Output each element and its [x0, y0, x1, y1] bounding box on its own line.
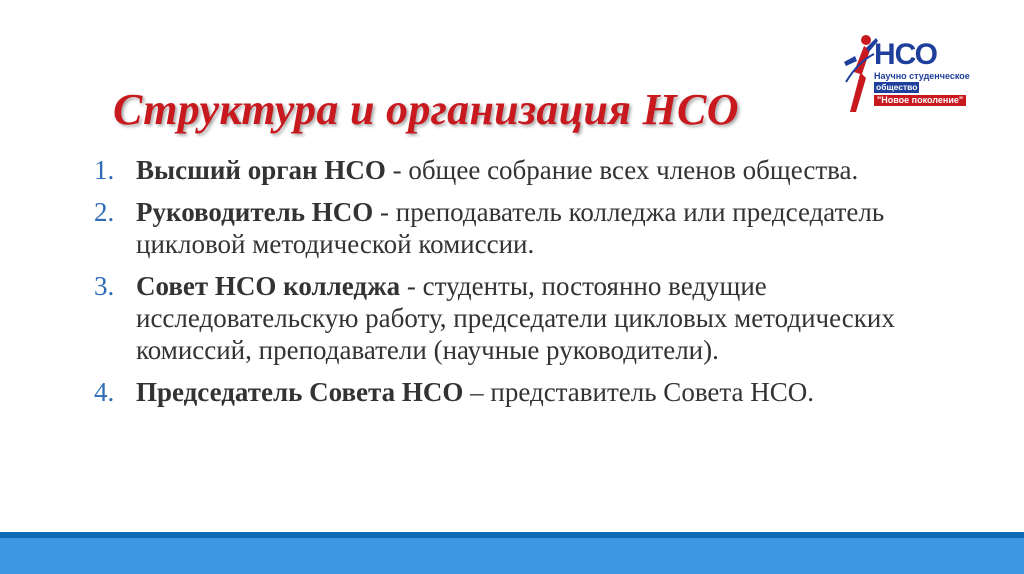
item-number: 1. — [94, 155, 115, 185]
footer-bar-light — [0, 538, 1024, 574]
slide-title: Структура и организация НСО — [113, 85, 739, 134]
item-number: 3. — [94, 271, 115, 301]
item-text: - преподаватель колледжа или председатель цикловой методической комиссии. — [136, 197, 885, 259]
logo-line-3: "Новое поколение" — [874, 95, 966, 106]
nso-logo — [840, 32, 982, 118]
logo-line-2: общество — [876, 82, 918, 92]
structure-list — [94, 154, 934, 418]
item-text: - студенты, постоянно ведущие исследовательскую работу, председатели цикловых методических комиссий, преподаватели (научные руководители). — [136, 271, 895, 365]
item-number: 2. — [94, 197, 115, 227]
logo-text-block — [870, 40, 978, 108]
logo-line-1: Научно студенческое — [874, 71, 970, 81]
list-item — [94, 376, 934, 408]
item-heading: Руководитель НСО — [136, 197, 374, 227]
list-item — [94, 196, 934, 260]
item-heading: Председатель Совета НСО — [136, 377, 464, 407]
item-heading: Совет НСО колледжа — [136, 271, 401, 301]
item-heading: Высший орган НСО — [136, 155, 386, 185]
list-item — [94, 270, 934, 366]
item-text: – представитель Совета НСО. — [463, 377, 815, 407]
list-item — [94, 154, 934, 186]
logo-abbreviation: НСО — [874, 38, 937, 71]
item-number: 4. — [94, 377, 115, 407]
item-text: - общее собрание всех членов общества. — [385, 155, 859, 185]
